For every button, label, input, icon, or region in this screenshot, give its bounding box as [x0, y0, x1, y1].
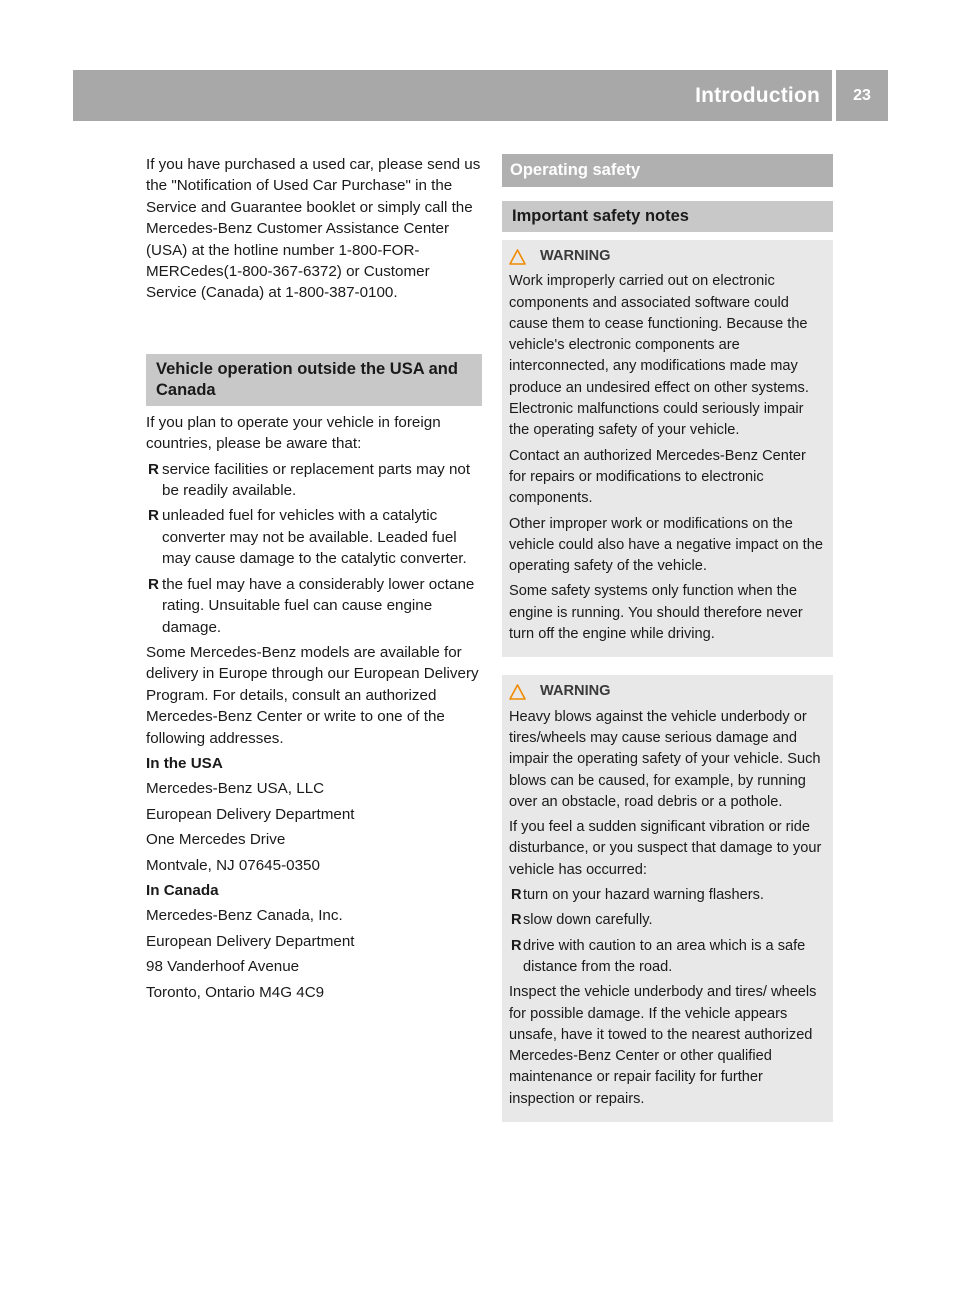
list-item: R slow down carefully. [509, 910, 826, 931]
list-item: R service facilities or replacement parts may not be readily available. [148, 460, 471, 500]
warning-paragraph: Work improperly carried out on electronic components and associated software could cause them to cease functioning. Because the vehicle's electronic components are interconnected, any modifications made may produce an undesired effect on other systems. Electronic malfunctions could seriously impair the operating safety of your vehicle. [509, 273, 809, 439]
list-item: R the fuel may have a considerably lower octane rating. Unsuitable fuel can cause engine damage. [148, 575, 475, 636]
warning-header [509, 681, 826, 702]
warning-paragraph: Some safety systems only function when the engine is running. You should therefore never turn off the engine while driving. [509, 583, 803, 643]
list-item: R unleaded fuel for vehicles with a catalytic converter may not be available. Leaded fuel may cause damage to the catalytic converter. [148, 507, 467, 568]
address-line: Toronto, Ontario M4G 4C9 [146, 983, 325, 1001]
warning-header [509, 246, 826, 267]
page-number: 23 [853, 86, 871, 104]
address-line: Mercedes-Benz USA, LLC [146, 780, 325, 798]
warning-label: WARNING [540, 248, 611, 264]
address-line: European Delivery Department [146, 932, 355, 950]
warning-box-underbody [502, 675, 833, 1122]
warning-box-electronics [502, 240, 833, 657]
bullet-icon: R [511, 937, 522, 954]
address-line: Mercedes-Benz Canada, Inc. [146, 907, 343, 925]
warning-paragraph: If you feel a sudden significant vibration or ride disturbance, or you suspect that damage to your vehicle has occurred: [509, 819, 822, 878]
foreign-countries-paragraph: If you plan to operate your vehicle in foreign countries, please be aware that: [146, 413, 441, 453]
address-line: European Delivery Department [146, 805, 355, 823]
warning-paragraph: Other improper work or modifications on the vehicle could also have a negative impact on the operating safety of the vehicle. [509, 515, 823, 575]
european-delivery-paragraph: Some Mercedes-Benz models are available for delivery in Europe through our European Delivery Program. For details, consult an authorized Mercedes-Benz Center or write to one of the following addresses. [146, 643, 479, 747]
vehicle-operation-heading: Vehicle operation outside the USA and Canada [146, 354, 482, 406]
address-line: One Mercedes Drive [146, 831, 286, 849]
warning-triangle-icon [509, 684, 526, 700]
bullet-icon: R [511, 887, 522, 904]
address-line: Montvale, NJ 07645-0350 [146, 856, 320, 874]
warning-paragraph: Inspect the vehicle underbody and tires/ wheels for possible damage. If the vehicle appears unsafe, have it towed to the nearest authorized Mercedes-Benz Center or other qualified maintenance or repair facility for further inspection or repairs. [509, 984, 817, 1107]
right-column [502, 154, 833, 1122]
address-line: 98 Vanderhoof Avenue [146, 958, 300, 976]
bullet-icon: R [148, 575, 159, 593]
used-car-paragraph: If you have purchased a used car, please send us the "Notification of Used Car Purchase" in the Service and Guarantee booklet or simply call the Mercedes-Benz Customer Assistance Center (USA) at the hotline number 1-800-FOR-MERCedes(1-800-367-6372) or Customer Service (Canada) at 1-800-387-0100. [146, 156, 481, 302]
warning-triangle-icon [509, 249, 526, 265]
bullet-icon: R [148, 507, 159, 525]
operating-safety-heading: Operating safety [502, 154, 833, 187]
bullet-icon: R [148, 460, 159, 478]
warning-paragraph: Heavy blows against the vehicle underbody or tires/wheels may cause serious damage and impair the operating safety of your vehicle. Such blows can be caused, for example, by running over an obstacle, road debris or a pothole. [509, 708, 821, 810]
bullet-icon: R [511, 912, 522, 929]
usa-label: In the USA [146, 754, 223, 772]
chapter-title: Introduction [695, 83, 820, 107]
warning-action-list [509, 885, 826, 978]
list-item: R drive with caution to an area which is a safe distance from the road. [511, 937, 806, 975]
warning-label: WARNING [540, 683, 611, 700]
safety-notes-heading: Important safety notes [502, 201, 833, 232]
canada-label: In Canada [146, 881, 219, 899]
left-column [146, 154, 482, 1007]
page-header [73, 70, 888, 121]
warning-paragraph: Contact an authorized Mercedes-Benz Center for repairs or modifications to electronic components. [509, 447, 806, 507]
list-item: R turn on your hazard warning flashers. [509, 885, 826, 906]
foreign-countries-list [146, 459, 482, 638]
